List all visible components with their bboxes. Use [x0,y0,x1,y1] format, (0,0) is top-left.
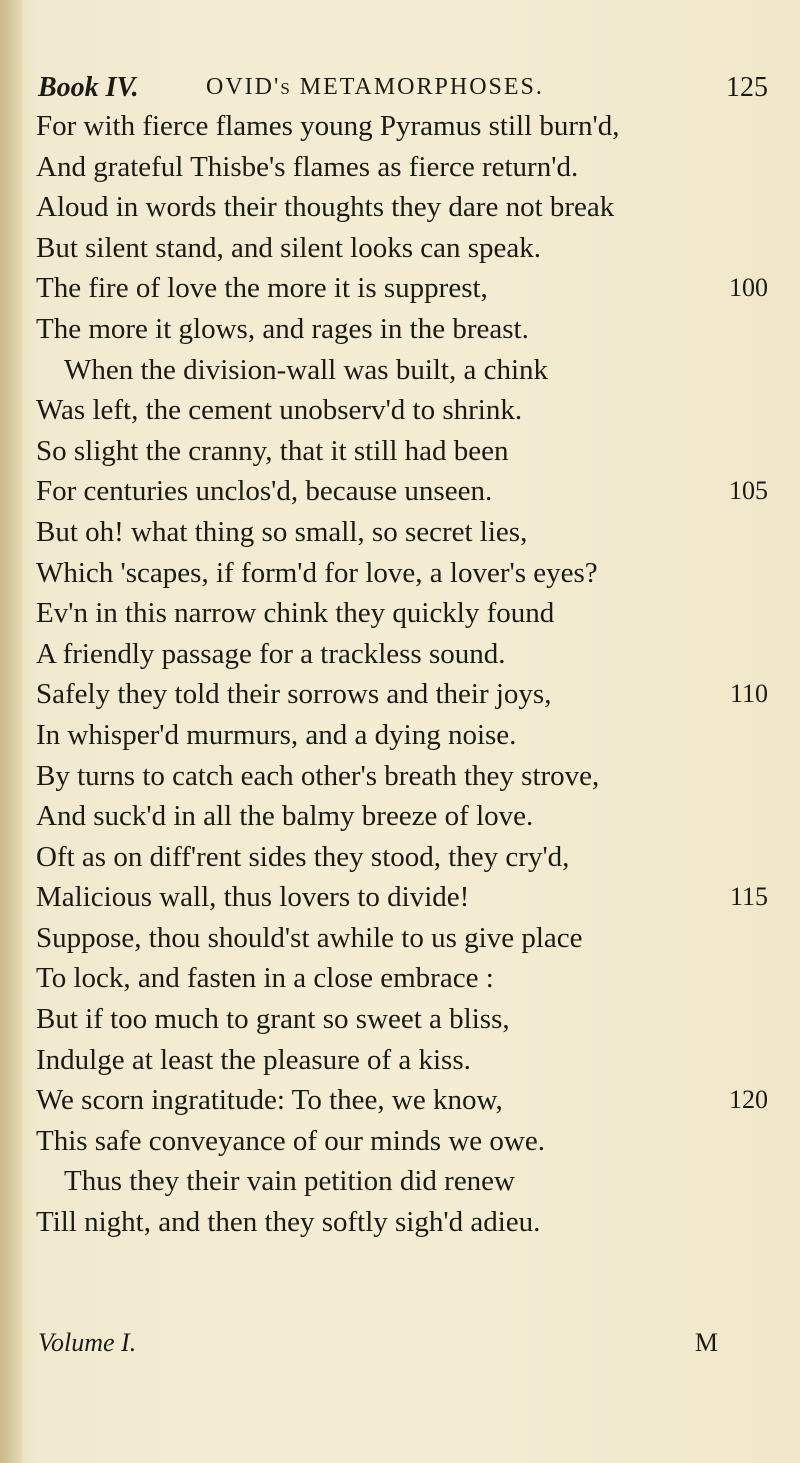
poem-line [36,228,776,269]
poem-line [36,1121,776,1162]
poem-line-text: Thus they their vain petition did renew [64,1165,516,1198]
line-number: 115 [729,882,768,912]
poem-line-text: Suppose, thou should'st awhile to us give place [36,921,583,954]
poem-line [36,756,776,797]
book-label: Book IV. [38,72,139,103]
poem-line [36,877,776,918]
poem-line-text: But silent stand, and silent looks can speak. [36,231,542,264]
page-header [38,68,768,108]
poem-line-text: By turns to catch each other's breath they strove, [36,759,600,792]
poem-line-text: So slight the cranny, that it still had been [36,434,509,467]
page-gutter [0,0,22,1463]
poem-line [36,431,776,472]
line-number: 110 [729,679,768,709]
line-number: 120 [729,1085,768,1115]
poem-line [36,512,776,553]
poem-line-text: Till night, and then they softly sigh'd adieu. [36,1206,541,1239]
poem-line [36,106,776,147]
poem-line [36,958,776,999]
poem-line-text: This safe conveyance of our minds we owe. [36,1124,545,1157]
poem-line [36,1161,776,1202]
line-number: 100 [729,273,768,303]
volume-label: Volume I. [38,1328,137,1357]
poem-line-text: And grateful Thisbe's flames as fierce return'd. [36,150,579,183]
poem-line-text: For centuries unclos'd, because unseen. [36,475,493,508]
poem-line-text: Aloud in words their thoughts they dare not break [36,191,615,224]
poem-line [36,634,776,675]
poem-line-text: Safely they told their sorrows and their joys, [36,678,552,711]
page-number: 125 [726,72,768,103]
poem-line-text: When the division-wall was built, a chink [64,353,549,386]
poem-line [36,1202,776,1243]
running-title: OVID's METAMORPHOSES. [206,74,544,100]
poem-line-text: To lock, and fasten in a close embrace : [36,962,494,995]
poem-line [36,1080,776,1121]
page-footer [38,1328,718,1368]
poem-line-text: But oh! what thing so small, so secret lies, [36,515,528,548]
poem-line [36,918,776,959]
poem-line-text: The more it glows, and rages in the breast. [36,312,529,345]
line-number: 105 [729,476,768,506]
poem-line-text: We scorn ingratitude: To thee, we know, [36,1084,503,1117]
poem-line-text: A friendly passage for a trackless sound. [36,637,506,670]
poem-line [36,1040,776,1081]
poem-line-text: Ev'n in this narrow chink they quickly found [36,597,555,630]
poem-text [36,106,776,1243]
poem-line [36,471,776,512]
poem-line-text: Oft as on diff'rent sides they stood, they cry'd, [36,840,570,873]
poem-line [36,837,776,878]
poem-line [36,715,776,756]
poem-line [36,309,776,350]
poem-line-text: But if too much to grant so sweet a bliss, [36,1003,510,1036]
poem-line [36,674,776,715]
poem-line-text: And suck'd in all the balmy breeze of love. [36,800,534,833]
poem-line [36,796,776,837]
poem-line-text: Which 'scapes, if form'd for love, a lover's eyes? [36,556,598,589]
poem-line-text: For with fierce flames young Pyramus still burn'd, [36,110,620,142]
signature-mark: M [694,1328,718,1357]
poem-line-text: Malicious wall, thus lovers to divide! [36,881,470,914]
poem-line [36,390,776,431]
poem-line [36,553,776,594]
poem-line [36,147,776,188]
poem-line-text: Indulge at least the pleasure of a kiss. [36,1043,471,1076]
poem-line-text: Was left, the cement unobserv'd to shrink. [36,394,523,427]
poem-line-text: The fire of love the more it is supprest, [36,272,488,305]
poem-line [36,593,776,634]
poem-line [36,999,776,1040]
poem-line [36,187,776,228]
poem-line-text: In whisper'd murmurs, and a dying noise. [36,718,517,751]
poem-line [36,268,776,309]
poem-line [36,350,776,391]
